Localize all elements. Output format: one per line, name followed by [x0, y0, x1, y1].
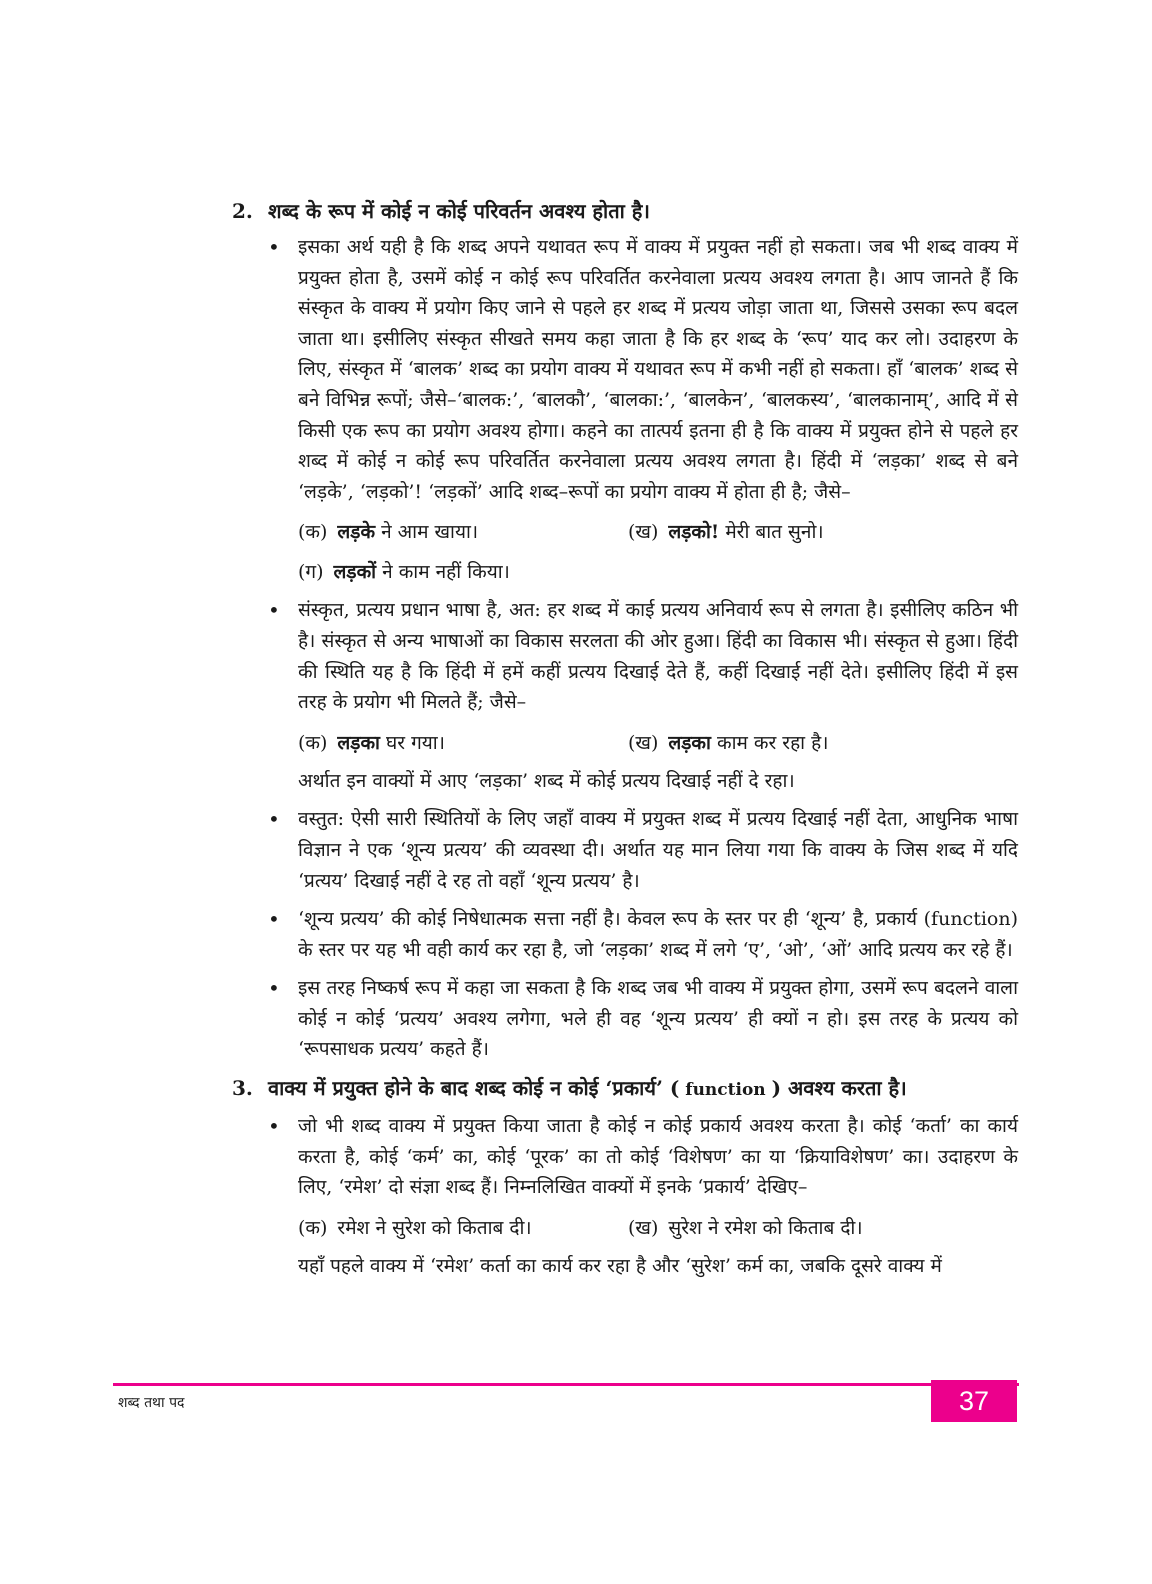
bullet-icon: • [268, 807, 280, 832]
section-2-bullet-3 [268, 804, 1018, 896]
section-2-bullet-2 [268, 595, 1018, 717]
example-marker: (ग) [298, 561, 324, 584]
example-keyword: लड़का [668, 731, 711, 754]
section-2-bullet-5 [268, 973, 1018, 1065]
bullet-icon: • [268, 907, 280, 932]
example-item [298, 726, 628, 760]
example-text: काम कर रहा है। [710, 731, 829, 754]
example-item [628, 1211, 958, 1245]
example-text: मेरी बात सुनो। [719, 521, 824, 544]
example-keyword: लड़के [337, 521, 376, 544]
bullet-icon: • [268, 976, 280, 1001]
section-2-note: अर्थात इन वाक्यों में आए ‘लड़का’ शब्द में कोई प्रत्यय दिखाई नहीं दे रहा। [298, 769, 795, 792]
section-2-example-row-1 [298, 515, 1018, 549]
example-text: ने आम खाया। [375, 521, 479, 544]
example-text: रमेश ने सुरेश को किताब दी। [337, 1216, 532, 1239]
section-3-title [268, 1073, 907, 1105]
bullet-icon: • [268, 235, 280, 259]
section-2-bullet-4-text: ‘शून्य प्रत्यय’ की कोई निषेधात्मक सत्ता नहीं है। केवल रूप के स्तर पर ही ‘शून्य’ है, प्रकार्य (function) के स्तर पर यह भी वही कार्य कर रहा है, जो ‘लड़का’ शब्द में लगे ‘ए’, ‘ओ’, ‘ओं’ आदि प्रत्यय कर रहे हैं। [298, 908, 1018, 961]
example-text: सुरेश ने रमेश को किताब दी। [668, 1216, 863, 1239]
example-marker: (ख) [628, 1216, 659, 1239]
example-marker: (ख) [628, 731, 659, 754]
example-keyword: लड़कों [333, 561, 377, 584]
example-marker: (क) [298, 521, 328, 544]
section-2-bullet-1-text: इसका अर्थ यही है कि शब्द अपने यथावत रूप में वाक्य में प्रयुक्त नहीं हो सकता। जब भी शब्द वाक्य में प्रयुक्त होता है, उसमें कोई न कोई रूप परिवर्तित करनेवाला प्रत्यय अवश्य लगता है। आप जानते हैं कि संस्कृत के वाक्य में प्रयोग किए जाने से पहले हर शब्द में प्रत्यय जोड़ा जाता था, जिससे उसका रूप बदल जाता था। इसीलिए संस्कृत सीखते समय कहा जाता है कि हर शब्द के ‘रूप’ याद कर लो। उदाहरण के लिए, संस्कृत में ‘बालक’ शब्द का प्रयोग वाक्य में यथावत रूप में कभी नहीं हो सकता। हाँ ‘बालक’ शब्द से बने विभिन्न रूपों; जैसे–‘बालक:’, ‘बालकौ’, ‘बालका:’, ‘बालकेन’, ‘बालकस्य’, ‘बालकानाम्’, आदि में से किसी एक रूप का प्रयोग अवश्य होगा। कहने का तात्पर्य इतना ही है कि वाक्य में प्रयुक्त होने से पहले हर शब्द में कोई न कोई रूप परिवर्तित करनेवाला प्रत्यय अवश्य लगता है। हिंदी में ‘लड़का’ शब्द से बने ‘लड़के’, ‘लड़को’! ‘लड़कों’ आदि शब्द–रूपों का प्रयोग वाक्य में होता ही है; जैसे– [298, 236, 1018, 503]
section-3-bullet-1 [268, 1111, 1018, 1203]
section-3-bullet-1-text: जो भी शब्द वाक्य में प्रयुक्त किया जाता है कोई न कोई प्रकार्य अवश्य करता है। कोई ‘कर्ता’ का कार्य करता है, कोई ‘कर्म’ का, कोई ‘पूरक’ का तो कोई ‘विशेषण’ का या ‘क्रियाविशेषण’ का। उदाहरण के लिए, ‘रमेश’ दो संज्ञा शब्द हैं। निम्नलिखित वाक्यों में इनके ‘प्रकार्य’ देखिए– [298, 1115, 1018, 1199]
example-keyword: लड़को! [668, 521, 720, 544]
example-marker: (ख) [628, 521, 659, 544]
example-item [628, 726, 958, 760]
example-item [628, 515, 958, 549]
section-2-bullet-4 [268, 904, 1018, 965]
example-item [298, 515, 628, 549]
section-3-example-row-1 [298, 1211, 1018, 1245]
section-2-bullet-5-text: इस तरह निष्कर्ष रूप में कहा जा सकता है कि शब्द जब भी वाक्य में प्रयुक्त होगा, उसमें रूप बदलने वाला कोई न कोई ‘प्रत्यय’ अवश्य लगेगा, भले ही वह ‘शून्य प्रत्यय’ ही क्यों न हो। इस तरह के प्रत्यय को ‘रूपसाधक प्रत्यय’ कहते हैं। [298, 977, 1018, 1061]
section-3-title-function: function [679, 1080, 772, 1101]
example-item [298, 1211, 628, 1245]
example-marker: (क) [298, 1216, 328, 1239]
footer-rule [113, 1383, 1019, 1386]
example-marker: (क) [298, 731, 328, 754]
section-2-bullet-1 [268, 232, 1018, 507]
section-2-title: शब्द के रूप में कोई न कोई परिवर्तन अवश्य होता है। [268, 199, 650, 223]
page-content [232, 196, 1018, 1289]
example-keyword: लड़का [337, 731, 380, 754]
bullet-icon: • [268, 598, 280, 623]
section-2-bullet-3-text: वस्तुत: ऐसी सारी स्थितियों के लिए जहाँ वाक्य में प्रयुक्त शब्द में प्रत्यय दिखाई नहीं देता, आधुनिक भाषा विज्ञान ने एक ‘शून्य प्रत्यय’ की व्यवस्था दी। अर्थात यह मान लिया गया कि वाक्य के जिस शब्द में यदि ‘प्रत्यय’ दिखाई नहीं दे रह तो वहाँ ‘शून्य प्रत्यय’ है। [298, 808, 1018, 892]
section-2-heading [232, 196, 1018, 226]
section-2-example-row-3 [298, 726, 1018, 760]
example-text: घर गया। [379, 731, 445, 754]
section-3-heading [232, 1073, 1018, 1105]
section-2-number: 2. [232, 199, 253, 223]
section-3-title-end: ) अवश्य करता है। [771, 1076, 907, 1101]
section-2-example-row-2 [298, 555, 1018, 589]
section-3-title-start: वाक्य में प्रयुक्त होने के बाद शब्द कोई न कोई ‘प्रकार्य’ ( [268, 1076, 680, 1101]
footer-chapter-title: शब्द तथा पद [118, 1395, 185, 1411]
page-number: 37 [931, 1380, 1017, 1422]
example-item [298, 555, 628, 589]
bullet-icon: • [268, 1114, 280, 1139]
section-3-note: यहाँ पहले वाक्य में ‘रमेश’ कर्ता का कार्य कर रहा है और ‘सुरेश’ कर्म का, जबकि दूसरे वाक्य में [298, 1254, 942, 1277]
section-2-bullet-2-text: संस्कृत, प्रत्यय प्रधान भाषा है, अत: हर शब्द में काई प्रत्यय अनिवार्य रूप से लगता है। इसीलिए कठिन भी है। संस्कृत से अन्य भाषाओं का विकास सरलता की ओर हुआ। हिंदी का विकास भी। संस्कृत से हुआ। हिंदी की स्थिति यह है कि हिंदी में हमें कहीं प्रत्यय दिखाई देते हैं, कहीं दिखाई नहीं देते। इसीलिए हिंदी में इस तरह के प्रयोग भी मिलते हैं; जैसे– [298, 599, 1018, 714]
section-3-number: 3. [232, 1076, 253, 1101]
example-text: ने काम नहीं किया। [376, 561, 510, 584]
